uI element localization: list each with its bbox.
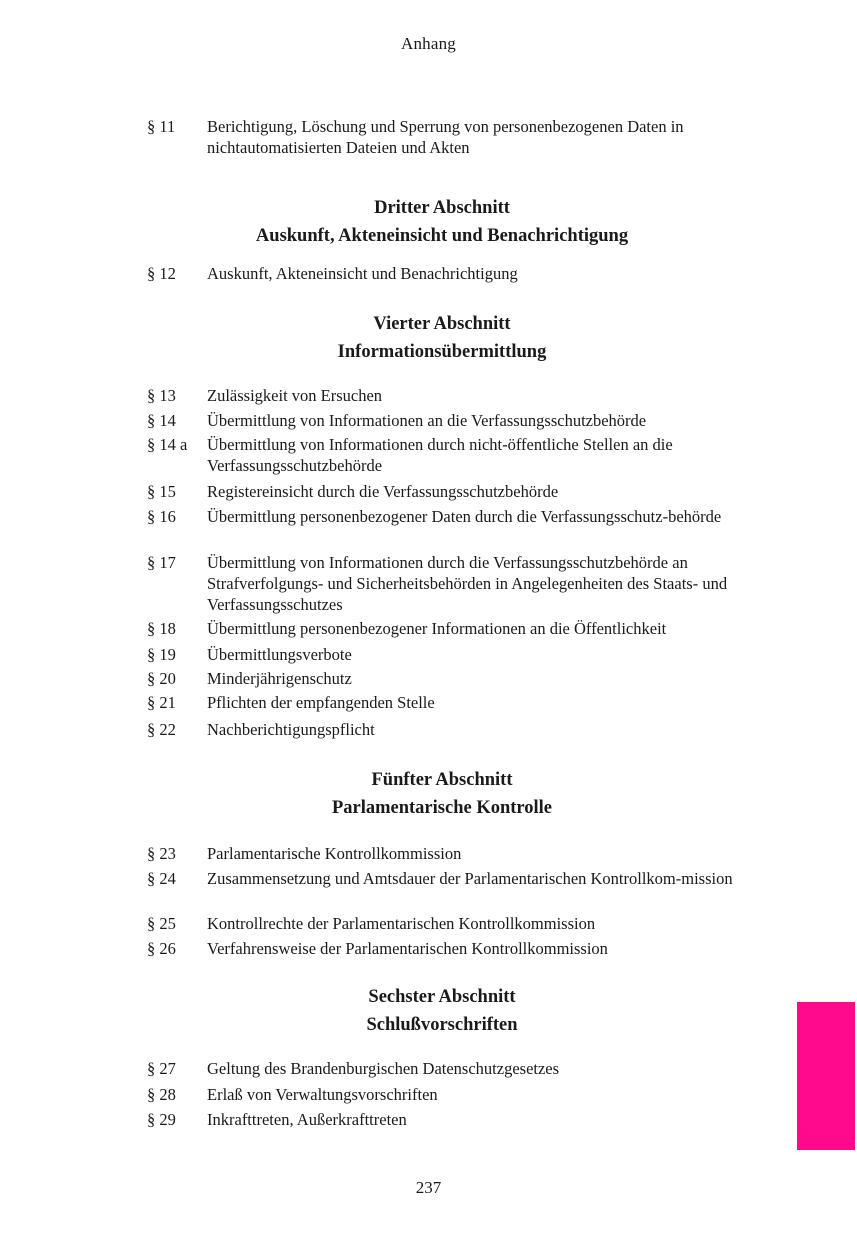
chapter-label: Sechster Abschnitt xyxy=(368,987,516,1007)
toc-entry xyxy=(147,719,747,740)
toc-entry xyxy=(147,552,747,615)
toc-entry xyxy=(147,116,747,158)
toc-entry xyxy=(147,913,747,934)
section-number: § 24 xyxy=(147,869,176,888)
section-number: § 15 xyxy=(147,482,176,501)
toc-entry xyxy=(147,618,747,639)
toc-entry xyxy=(147,481,747,502)
section-title: Berichtigung, Löschung und Sperrung von personenbezogenen Daten in nichtautomatisierten Dateien und Akten xyxy=(207,117,684,157)
chapter-label: Dritter Abschnitt xyxy=(374,198,510,218)
section-title: Geltung des Brandenburgischen Datenschutzgesetzes xyxy=(207,1059,560,1078)
toc-entry xyxy=(147,1058,747,1079)
chapter-title: Schlußvorschriften xyxy=(366,1015,518,1035)
section-number: § 27 xyxy=(147,1059,176,1078)
section-title: Übermittlungsverbote xyxy=(207,645,352,664)
section-number: § 13 xyxy=(147,386,176,405)
section-title: Zulässigkeit von Ersuchen xyxy=(207,386,383,405)
toc-entry xyxy=(147,668,747,689)
section-title: Kontrollrechte der Parlamentarischen Kontrollkommission xyxy=(207,914,596,933)
section-title: Inkrafttreten, Außerkrafttreten xyxy=(207,1110,407,1129)
section-title: Übermittlung personenbezogener Daten durch die Verfassungsschutz-behörde xyxy=(207,507,722,526)
section-title: Verfahrensweise der Parlamentarischen Kontrollkommission xyxy=(207,939,608,958)
toc-entry xyxy=(147,692,747,713)
section-number: § 14 a xyxy=(147,435,188,454)
chapter-heading xyxy=(147,766,737,822)
toc-entry xyxy=(147,434,747,476)
section-title: Übermittlung personenbezogener Informationen an die Öffentlichkeit xyxy=(207,619,667,638)
section-title: Zusammensetzung und Amtsdauer der Parlamentarischen Kontrollkom-mission xyxy=(207,869,733,888)
toc-entry xyxy=(147,385,747,406)
section-number: § 18 xyxy=(147,619,176,638)
toc-entry xyxy=(147,843,747,864)
chapter-title: Auskunft, Akteneinsicht und Benachrichtigung xyxy=(255,226,629,246)
chapter-heading xyxy=(147,194,737,250)
running-head: Anhang xyxy=(400,34,457,53)
section-title: Parlamentarische Kontrollkommission xyxy=(207,844,462,863)
toc-entry xyxy=(147,1084,747,1105)
section-title: Pflichten der empfangenden Stelle xyxy=(207,693,435,712)
chapter-title: Parlamentarische Kontrolle xyxy=(331,798,553,818)
section-title: Registereinsicht durch die Verfassungsschutzbehörde xyxy=(207,482,559,501)
section-title: Auskunft, Akteneinsicht und Benachrichtigung xyxy=(207,264,518,283)
section-number: § 29 xyxy=(147,1110,176,1129)
toc-entry xyxy=(147,868,747,889)
toc-entry xyxy=(147,1109,747,1130)
section-number: § 12 xyxy=(147,264,176,283)
section-title: Nachberichtigungspflicht xyxy=(207,720,375,739)
page-number: 237 xyxy=(415,1178,442,1197)
toc-entry xyxy=(147,644,747,665)
chapter-label: Vierter Abschnitt xyxy=(373,314,511,334)
toc-entry xyxy=(147,938,747,959)
section-number: § 17 xyxy=(147,553,176,572)
toc-entry xyxy=(147,506,747,527)
section-number: § 14 xyxy=(147,411,176,430)
section-number: § 23 xyxy=(147,844,176,863)
section-number: § 25 xyxy=(147,914,176,933)
chapter-heading xyxy=(147,983,737,1039)
toc-entry xyxy=(147,263,747,284)
section-number: § 21 xyxy=(147,693,176,712)
section-number: § 19 xyxy=(147,645,176,664)
chapter-title: Informationsübermittlung xyxy=(337,342,547,362)
section-title: Minderjährigenschutz xyxy=(207,669,352,688)
section-title: Übermittlung von Informationen an die Verfassungsschutzbehörde xyxy=(207,411,647,430)
section-number: § 22 xyxy=(147,720,176,739)
section-title: Erlaß von Verwaltungsvorschriften xyxy=(207,1085,438,1104)
section-number: § 16 xyxy=(147,507,176,526)
thumb-index-tab xyxy=(797,1002,855,1150)
section-title: Übermittlung von Informationen durch die Verfassungsschutzbehörde an Strafverfolgungs- und Sicherheitsbehörden in Angelegenheiten des Staats- und Verfassungsschutzes xyxy=(207,553,728,614)
chapter-label: Fünfter Abschnitt xyxy=(371,770,513,790)
section-number: § 11 xyxy=(147,117,176,136)
toc-entry xyxy=(147,410,747,431)
section-number: § 20 xyxy=(147,669,176,688)
section-number: § 28 xyxy=(147,1085,176,1104)
section-number: § 26 xyxy=(147,939,176,958)
section-title: Übermittlung von Informationen durch nicht-öffentliche Stellen an die Verfassungsschutzbehörde xyxy=(207,435,673,475)
chapter-heading xyxy=(147,310,737,366)
